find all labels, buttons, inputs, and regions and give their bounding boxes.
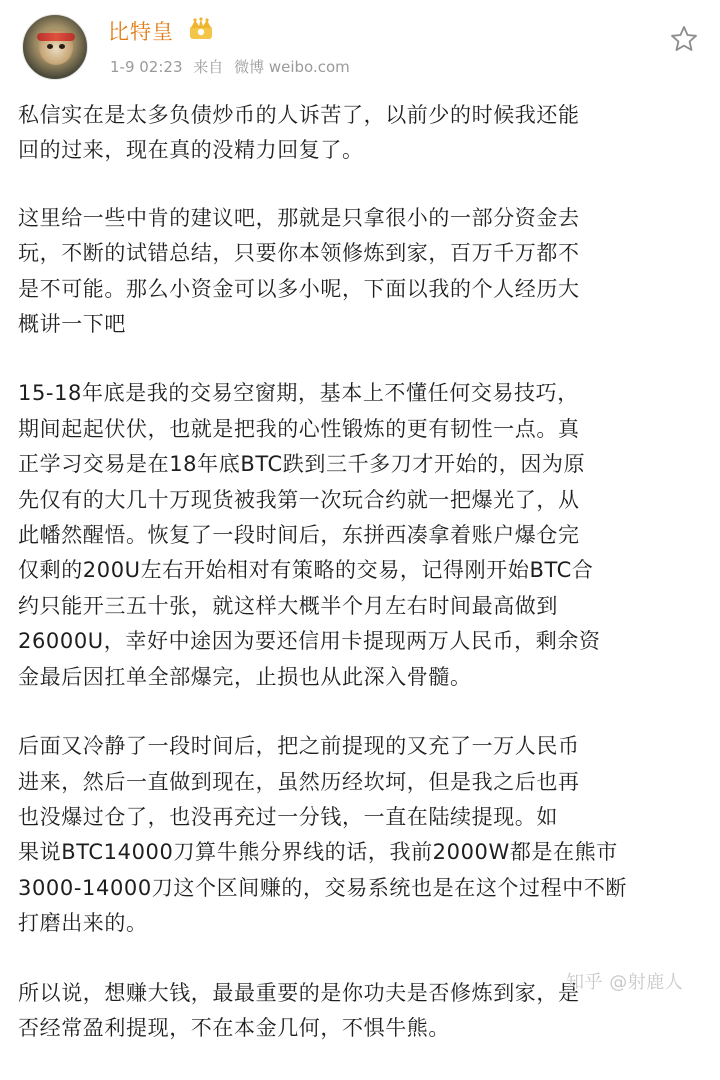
post-paragraph: 15-18年底是我的交易空窗期，基本上不懂任何交易技巧， 期间起起伏伏，也就是把我的心性锻炼的更有韧性一点。真 正学习交易是在18年底BTC跌到三千多刀才开始的，因为原 先仅有的大几十万现货被我第一次玩合约就一把爆光了，从 此幡然醒悟。恢复了一段时间后，东拼西凑拿着账户爆仓完 仅剩的200U左右开始相对有策略的交易，记得刚开始BTC合 约只能开三五十张，就这样大概半个月左右时间最高做到 26000U，幸好中途因为要还信用卡提现两万人民币，剩余资 金最后因扛单全部爆完，止损也从此深入骨髓。 bbox=[18, 381, 601, 689]
post-meta bbox=[110, 56, 356, 77]
avatar-eye-right bbox=[59, 44, 65, 49]
star-icon[interactable] bbox=[669, 24, 699, 54]
zhihu-watermark: 知乎 @射鹿人 bbox=[566, 972, 684, 993]
post-paragraph: 这里给一些中肯的建议吧，那就是只拿很小的一部分资金去 玩，不断的试错总结，只要你本领修炼到家，百万千万都不 是不可能。那么小资金可以多小呢，下面以我的个人经历大 概讲一下吧 bbox=[18, 205, 580, 337]
post-paragraph: 后面又冷静了一段时间后，把之前提现的又充了一万人民币 进来，然后一直做到现在，虽然历经坎坷，但是我之后也再 也没爆过仓了，也没再充过一分钱，一直在陆续提现。如 果说BTC14000刀算牛熊分界线的话，我前2000W都是在熊市 3000-14000刀这个区间赚的，交易系统也是在这个过程中不断 打磨出来的。 bbox=[18, 734, 628, 936]
username[interactable]: 比特皇 bbox=[108, 20, 174, 44]
post-source[interactable]: 微博 weibo.com bbox=[234, 58, 350, 76]
avatar-headband bbox=[37, 33, 75, 41]
post-body bbox=[18, 98, 708, 1080]
post-timestamp: 1-9 02:23 bbox=[110, 58, 183, 76]
avatar-eye-left bbox=[47, 44, 53, 49]
post-paragraph: 所以说，想赚大钱，最最重要的是你功夫是否修炼到家，是 否经常盈利提现，不在本金几何，不惧牛熊。 bbox=[18, 980, 580, 1040]
crown-vip-icon bbox=[188, 17, 214, 41]
post-paragraph: 私信实在是太多负债炒币的人诉苦了，以前少的时候我还能 回的过来，现在真的没精力回复了。 bbox=[18, 103, 580, 163]
avatar[interactable] bbox=[22, 14, 88, 80]
source-prefix: 来自 bbox=[193, 58, 224, 76]
post-header bbox=[0, 0, 720, 90]
